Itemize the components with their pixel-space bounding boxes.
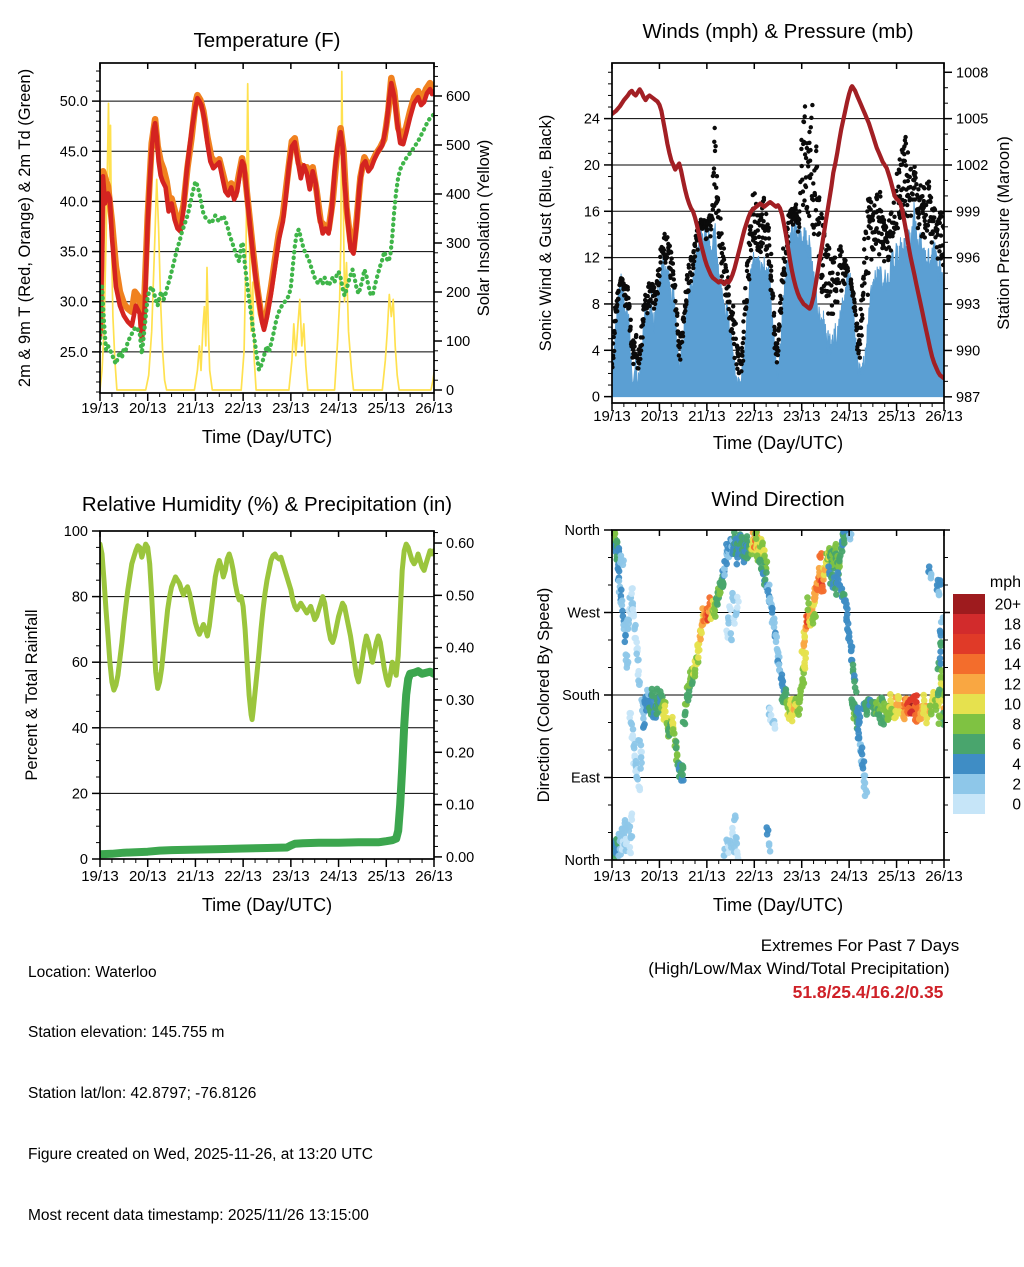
data-timestamp-line: Most recent data timestamp: 2025/11/26 13:15:00	[28, 1207, 369, 1225]
station-elevation-line: Station elevation: 145.755 m	[28, 1024, 225, 1042]
y-tick-label: 20	[71, 786, 88, 803]
y-tick-label: 35.0	[59, 244, 88, 261]
wind-direction-dot	[673, 745, 680, 752]
x-tick-label: 23/13	[782, 408, 821, 425]
wind-direction-dot	[638, 754, 645, 761]
station-info-block	[28, 922, 373, 1267]
x-tick-label: 26/13	[415, 400, 453, 417]
y-tick-label: 400	[446, 186, 471, 203]
legend-label: 10	[1003, 696, 1021, 714]
wind-direction-dot	[887, 691, 894, 698]
wind-direction-dot	[637, 765, 644, 772]
wind-direction-dot	[859, 751, 866, 758]
x-tick-label: 22/13	[224, 400, 262, 417]
wind-direction-dot	[633, 651, 640, 658]
wind-direction-dot	[757, 559, 764, 566]
y-tick-label: 0.30	[446, 692, 475, 709]
panel-winds	[537, 20, 1013, 453]
wind-direction-dot	[812, 594, 819, 601]
y-tick-label: 0	[79, 852, 88, 868]
x-tick-label: 20/13	[128, 868, 167, 885]
wind-direction-dot	[630, 726, 637, 733]
wind-direction-dot	[801, 680, 808, 687]
x-tick-label: 21/13	[688, 868, 726, 885]
y-tick-label: 993	[956, 297, 981, 314]
legend-label: 4	[1012, 756, 1021, 774]
legend-swatch	[953, 774, 985, 794]
wind-direction-dot	[714, 601, 721, 608]
wind-direction-dot	[744, 533, 751, 540]
legend-label: 18	[1003, 616, 1021, 634]
y-tick-label: 0.00	[446, 849, 475, 866]
x-tick-label: 24/13	[830, 868, 868, 885]
station-location-line: Location: Waterloo	[28, 963, 157, 981]
y-tick-label: 0	[591, 389, 600, 406]
wind-direction-dot	[633, 774, 640, 781]
panel-title: Wind Direction	[711, 488, 845, 511]
station-latlon-line: Station lat/lon: 42.8797; -76.8126	[28, 1085, 257, 1103]
wind-direction-dot	[728, 636, 735, 643]
wind-direction-dot	[803, 650, 810, 657]
wind-direction-dot	[657, 688, 664, 695]
wind-direction-dot	[720, 579, 727, 586]
legend-swatch	[953, 794, 985, 814]
wind-direction-dot	[696, 647, 703, 654]
wind-direction-dot	[725, 620, 732, 627]
wind-direction-dot	[913, 692, 920, 699]
legend-swatch	[953, 634, 985, 654]
y-tick-label: 300	[446, 235, 471, 252]
wind-direction-dot	[628, 719, 635, 726]
y-tick-label: 100	[63, 524, 88, 540]
y-tick-label: East	[570, 770, 600, 787]
wind-direction-dot	[669, 714, 676, 721]
wind-direction-dot	[937, 640, 944, 647]
wind-direction-dot	[629, 734, 636, 741]
wind-direction-dot	[628, 835, 635, 842]
wind-direction-dot	[767, 848, 774, 855]
wind-direction-dot	[618, 587, 625, 594]
wind-direction-dot	[733, 612, 740, 619]
y-tick-label: 0.50	[446, 588, 475, 605]
panel-temperature	[16, 29, 493, 447]
wind-direction-dot	[734, 848, 741, 855]
wind-direction-dot	[845, 627, 852, 634]
wind-direction-dot	[851, 678, 858, 685]
wind-direction-dot	[727, 607, 734, 614]
wind-direction-dot	[805, 600, 812, 607]
wind-direction-dot	[734, 594, 741, 601]
wind-direction-dot	[622, 639, 629, 646]
wind-direction-dot	[695, 654, 702, 661]
extremes-title: Extremes For Past 7 Days	[760, 936, 960, 955]
x-axis-label: Time (Day/UTC)	[712, 433, 844, 453]
wind-direction-dot	[769, 605, 776, 612]
wind-direction-dot	[697, 636, 704, 643]
x-tick-label: 23/13	[782, 868, 821, 885]
wind-direction-dot	[734, 561, 741, 568]
wind-direction-dot	[641, 723, 648, 730]
y-tick-label: 40	[71, 720, 88, 737]
wind-direction-dot	[782, 691, 789, 698]
plot-area-humidity	[100, 544, 434, 854]
x-tick-label: 25/13	[367, 400, 406, 417]
wind-direction-dot	[770, 617, 777, 624]
legend-swatch	[953, 654, 985, 674]
y-axis-label-right: Station Pressure (Maroon)	[995, 136, 1013, 330]
wind-direction-dot	[765, 587, 772, 594]
wind-direction-dot	[734, 840, 741, 847]
plot-area-winds	[609, 86, 946, 396]
wind-direction-dot	[805, 607, 812, 614]
wind-direction-dot	[895, 693, 902, 700]
wind-direction-dot	[811, 614, 818, 621]
x-tick-label: 25/13	[367, 868, 406, 885]
legend-swatch	[953, 594, 985, 614]
x-tick-label: 19/13	[593, 408, 631, 425]
wind-direction-dot	[901, 716, 908, 723]
panel-title: Relative Humidity (%) & Precipitation (in)	[81, 493, 453, 516]
wind-direction-dot	[859, 744, 866, 751]
wind-direction-dot	[936, 687, 943, 694]
wind-direction-dot	[625, 659, 632, 666]
legend-label: 14	[1003, 656, 1021, 674]
wind-direction-dot	[689, 679, 696, 686]
wind-direction-dot	[734, 604, 741, 611]
y-tick-label: 1005	[956, 111, 989, 128]
wind-direction-dot	[616, 578, 623, 585]
wind-direction-dot	[692, 673, 699, 680]
x-tick-label: 22/13	[735, 868, 774, 885]
wind-direction-dot	[801, 659, 808, 666]
x-tick-label: 19/13	[593, 868, 631, 885]
x-tick-label: 26/13	[925, 408, 963, 425]
wind-direction-dot	[804, 594, 811, 601]
wind-direction-dot	[614, 539, 621, 546]
wind-direction-dot	[753, 535, 760, 542]
y-tick-label: 996	[956, 250, 981, 267]
wind-direction-dot	[801, 643, 808, 650]
wind-direction-dot	[616, 568, 623, 575]
y-tick-label: 4	[591, 343, 600, 360]
legend-label: 12	[1003, 676, 1021, 694]
x-axis-label: Time (Day/UTC)	[712, 895, 844, 915]
wind-direction-dot	[628, 813, 635, 820]
wind-direction-dot	[764, 558, 771, 565]
wind-direction-dot	[635, 678, 642, 685]
wind-direction-dot	[833, 541, 840, 548]
x-tick-label: 24/13	[319, 868, 358, 885]
wind-direction-dot	[635, 737, 642, 744]
wind-direction-dot	[936, 592, 943, 599]
x-tick-label: 26/13	[415, 868, 453, 885]
wind-direction-dot	[765, 827, 772, 834]
wind-direction-dot	[936, 581, 943, 588]
wind-direction-dot	[619, 608, 626, 615]
wind-direction-dot	[767, 706, 774, 713]
wind-direction-dot	[820, 588, 827, 595]
legend-label: 6	[1012, 736, 1021, 754]
y-tick-label: North	[564, 853, 600, 869]
y-tick-label: 0.20	[446, 745, 475, 762]
y-tick-label: 16	[583, 204, 600, 221]
x-tick-label: 19/13	[81, 868, 119, 885]
legend-swatch	[953, 614, 985, 634]
legend-label: 8	[1012, 716, 1021, 734]
y-axis-label-left: Sonic Wind & Gust (Blue, Black)	[537, 114, 555, 352]
x-tick-label: 20/13	[640, 868, 679, 885]
wind-direction-dot	[733, 834, 740, 841]
wind-direction-dot	[810, 620, 817, 627]
wind-direction-dot	[674, 751, 681, 758]
y-tick-label: 25.0	[59, 344, 88, 361]
x-tick-label: 21/13	[688, 408, 726, 425]
wind-direction-dot	[891, 715, 898, 722]
wind-direction-dot	[670, 726, 677, 733]
wind-direction-dot	[861, 778, 868, 785]
wind-direction-dot	[686, 693, 693, 700]
wind-direction-dot	[835, 569, 842, 576]
wind-direction-dot	[779, 676, 786, 683]
legend-title: mph	[989, 574, 1021, 591]
wind-direction-dot	[640, 715, 647, 722]
wind-direction-dot	[928, 572, 935, 579]
wind-direction-dot	[862, 793, 869, 800]
y-tick-label: 8	[591, 296, 600, 313]
y-tick-label: 1002	[956, 158, 989, 174]
y-tick-label: 0.60	[446, 536, 475, 553]
wind-direction-dot	[712, 613, 719, 620]
wind-direction-dot	[841, 591, 848, 598]
wind-direction-dot	[627, 710, 634, 717]
panel-title: Temperature (F)	[193, 29, 341, 52]
wind-direction-dot	[835, 577, 842, 584]
wind-direction-dot	[936, 712, 943, 719]
wind-direction-dot	[839, 548, 846, 555]
x-tick-label: 24/13	[830, 408, 868, 425]
y-axis-label-left: Direction (Colored By Speed)	[535, 587, 553, 803]
x-tick-label: 21/13	[176, 868, 215, 885]
y-tick-label: 80	[71, 589, 88, 606]
y-tick-label: 30.0	[59, 294, 88, 311]
wind-direction-dot	[932, 703, 939, 710]
wind-direction-dot	[773, 634, 780, 641]
panel-wind_direction	[535, 488, 1021, 915]
legend-swatch	[953, 694, 985, 714]
legend-label: 2	[1012, 776, 1021, 794]
wind-direction-dot	[632, 622, 639, 629]
y-tick-label: 1008	[956, 65, 989, 82]
wind-direction-dot	[682, 721, 689, 728]
wind-direction-dot	[853, 689, 860, 696]
x-axis-label: Time (Day/UTC)	[201, 427, 333, 447]
wind-direction-dot	[635, 671, 642, 678]
wind-direction-dot	[856, 735, 863, 742]
speed-colorbar-legend	[953, 574, 1021, 814]
y-tick-label: 40.0	[59, 194, 88, 211]
x-tick-label: 26/13	[925, 868, 963, 885]
wind-direction-dot	[859, 762, 866, 769]
y-tick-label: South	[562, 688, 600, 704]
wind-direction-dot	[627, 823, 634, 830]
panel-title: Winds (mph) & Pressure (mb)	[642, 20, 914, 43]
wind-direction-dot	[624, 616, 631, 623]
y-tick-label: 20	[583, 157, 600, 174]
y-tick-label: 200	[446, 285, 471, 302]
wind-direction-dot	[721, 572, 728, 579]
wind-direction-dot	[776, 661, 783, 668]
extremes-values: 51.8/25.4/16.2/0.35	[792, 982, 944, 1002]
wind-direction-dot	[620, 557, 627, 564]
wind-direction-dot	[763, 569, 770, 576]
y-tick-label: 12	[583, 250, 600, 267]
wind-direction-dot	[630, 606, 637, 613]
wind-direction-dot	[844, 617, 851, 624]
wind-direction-dot	[920, 692, 927, 699]
wind-direction-dot	[771, 721, 778, 728]
x-tick-label: 19/13	[81, 400, 119, 417]
legend-swatch	[953, 734, 985, 754]
wind-direction-dot	[856, 719, 863, 726]
y-tick-label: 990	[956, 343, 981, 360]
panel-humidity	[23, 493, 474, 915]
wind-direction-dot	[850, 662, 857, 669]
y-tick-label: 24	[583, 111, 600, 128]
x-axis-label: Time (Day/UTC)	[201, 895, 333, 915]
wind-direction-dot	[796, 706, 803, 713]
wind-direction-dot	[673, 739, 680, 746]
wind-direction-dot	[678, 777, 685, 784]
y-tick-label: 0	[446, 383, 455, 400]
y-axis-label-left: Percent & Total Rainfall	[23, 609, 41, 781]
wind-direction-dot	[846, 633, 853, 640]
y-tick-label: 600	[446, 88, 471, 105]
legend-swatch	[953, 674, 985, 694]
relative-humidity	[100, 544, 434, 720]
x-tick-label: 22/13	[224, 868, 262, 885]
figure-created-line: Figure created on Wed, 2025-11-26, at 13:20 UTC	[28, 1146, 373, 1164]
legend-label: 20+	[994, 596, 1021, 614]
wind-direction-dot	[679, 771, 686, 778]
wind-direction-dot	[825, 563, 832, 570]
legend-swatch	[953, 714, 985, 734]
wind-direction-dot	[841, 540, 848, 547]
wind-direction-dot	[797, 692, 804, 699]
y-tick-label: 987	[956, 389, 981, 406]
wind-direction-dot	[937, 629, 944, 636]
x-tick-label: 25/13	[877, 868, 916, 885]
wind-direction-dot	[937, 648, 944, 655]
wind-direction-dot	[682, 712, 689, 719]
y-tick-label: 999	[956, 204, 981, 221]
y-tick-label: 0.40	[446, 640, 475, 657]
wind-direction-dot	[628, 590, 635, 597]
y-tick-label: 100	[446, 334, 471, 351]
wind-direction-dot	[728, 630, 735, 637]
x-tick-label: 20/13	[128, 400, 167, 417]
y-tick-label: 45.0	[59, 144, 88, 161]
y-tick-label: 60	[71, 655, 88, 672]
wind-direction-dot	[848, 647, 855, 654]
wind-direction-dot	[637, 787, 644, 794]
wind-direction-dot	[617, 599, 624, 606]
wind-direction-dot	[662, 702, 669, 709]
plot-area-temperature	[100, 72, 434, 391]
x-tick-label: 21/13	[176, 400, 215, 417]
legend-swatch	[953, 754, 985, 774]
wind-direction-dot	[766, 840, 773, 847]
wind-direction-dot	[836, 558, 843, 565]
x-tick-label: 20/13	[640, 408, 679, 425]
total-rainfall	[100, 671, 434, 854]
legend-label: 16	[1003, 636, 1021, 654]
wind-direction-dot	[680, 763, 687, 770]
wind-direction-dot	[622, 632, 629, 639]
extremes-subtitle: (High/Low/Max Wind/Total Precipitation)	[648, 959, 950, 978]
wind-direction-dot	[627, 850, 634, 857]
x-tick-label: 24/13	[319, 400, 358, 417]
wind-direction-dot	[789, 718, 796, 725]
wind-direction-dot	[920, 706, 927, 713]
y-axis-label-left: 2m & 9m T (Red, Orange) & 2m Td (Green)	[16, 68, 34, 388]
y-tick-label: West	[567, 605, 600, 622]
wind-direction-dot	[631, 752, 638, 759]
y-tick-label: 500	[446, 137, 471, 154]
x-tick-label: 22/13	[735, 408, 774, 425]
wind-direction-dot	[732, 812, 739, 819]
wind-direction-dot	[936, 720, 943, 727]
wind-direction-dot	[632, 635, 639, 642]
x-tick-label: 25/13	[877, 408, 916, 425]
legend-label: 0	[1012, 796, 1021, 814]
y-tick-label: North	[564, 523, 600, 539]
y-tick-label: 50.0	[59, 94, 88, 111]
wind-direction-dot	[635, 657, 642, 664]
wind-direction-dot	[634, 645, 641, 652]
x-tick-label: 23/13	[272, 868, 310, 885]
y-tick-label: 0.10	[446, 797, 475, 814]
y-axis-label-right: Solar Insolation (Yellow)	[475, 139, 493, 317]
x-tick-label: 23/13	[272, 400, 310, 417]
